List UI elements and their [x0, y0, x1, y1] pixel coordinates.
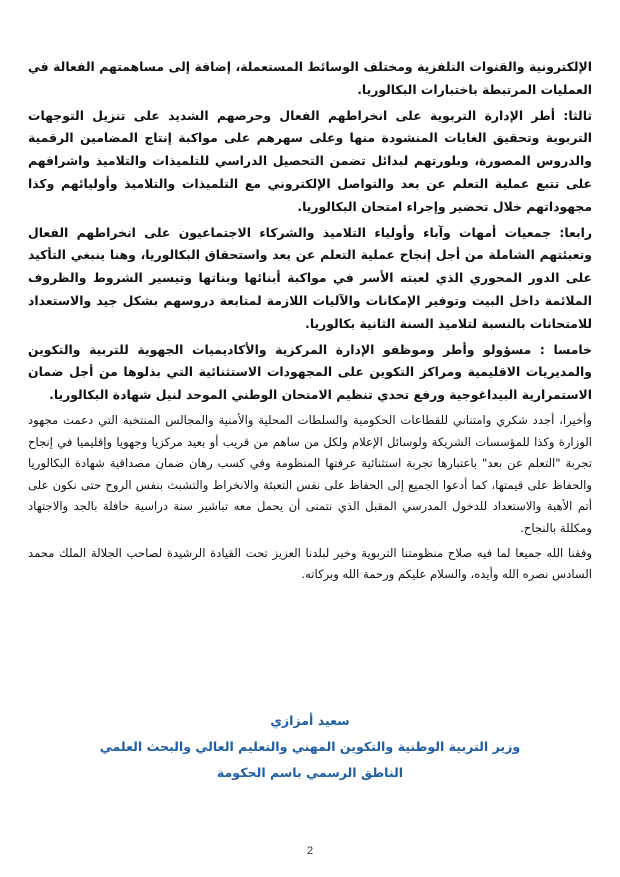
page-number: 2 — [306, 845, 314, 857]
paragraph-fifth: خامسا : مسؤولو وأطر وموظفو الإدارة المركزية والأكاديميات الجهوية للتربية والتكوين والمديريات الاقليمية ومراكز التكوين على المجهودات الاستثنائية التي بذلوها من أجل ضمان الاستمرارية البيداغوجية ورفع تحدي تنظيم الامتحان الوطني الموحد لنيل شهادة البكالوريا. — [28, 341, 592, 403]
paragraph-third: ثالثا: أطر الإدارة التربوية على انخراطهم الفعال وحرصهم الشديد على تنزيل التوجهات التربوية وتحقيق الغايات المنشودة منها وعلى سهرهم على مواكبة إنتاج المضامين الرقمية والدروس المصورة، وبلورتهم لبدائل تضمن التحصيل الدراسي للتلميذات والتلاميذ واشرافهم على تتبع عملية التعلم عن بعد والتواصل الإلكتروني مع التلميذات والتلاميذ وأوليائهم وكذا مجهوداتهم خلال تحضير وإجراء امتحان البكالوريا. — [28, 107, 592, 214]
signature-block — [28, 708, 592, 786]
signatory-name: سعيد أمزازي — [270, 713, 350, 728]
paragraph-fourth: رابعا: جمعيات أمهات وآباء وأولياء التلاميذ والشركاء الاجتماعيون على انخراطهم الفعال وتعبئتهم الشاملة من أجل إنجاح عملية التعلم عن بعد واستحقاق البكالوريا، وهنا ينبغي التأكيد على الدور المحوري الذي لعبته الأسر في مواكبة أبنائها وبناتها وتيسير الشروط والظروف الملائمة داخل البيت وتوفير الإمكانات والآليات اللازمة لمتابعة دروسهم بشكل جيد والاستعداد للامتحانات بالنسبة لتلاميذ السنة الثانية بكالوريا. — [28, 224, 592, 331]
signatory-title: وزير التربية الوطنية والتكوين المهني والتعليم العالي والبحث العلمي — [99, 739, 521, 754]
paragraph-closing: وفقنا الله جميعا لما فيه صلاح منظومتنا التربوية وخير لبلدنا العزيز تحت القيادة الرشيدة لصاحب الجلالة الملك محمد السادس نصره الله وأيده، والسلام عليكم ورحمة الله وبركاته. — [28, 545, 592, 582]
document-body — [28, 56, 592, 589]
paragraph-thanks: وأخيرا، أجدد شكري وامتناني للقطاعات الحكومية والسلطات المحلية والأمنية والمجالس المنتخبة التي دعمت مجهود الوزارة وكذا للمؤسسات الشريكة ولوسائل الإعلام ولكل من ساهم من قريب أو بعيد مركزيا وجهويا وإقليميا في إنجاح تجربة "التعلم عن بعد" باعتبارها تجربة استثنائية عرفتها المنظومة وفي كسب رهان ضمان مصداقية شهادة البكالوريا والحفاظ على قيمتها، كما أدعوا الجميع إلى الحفاظ على نفس التعبئة والانخراط والتشبث بنفس الروح حتى نكون على أتم الأهبة والاستعداد للدخول المدرسي المقبل الذي نتمنى أن يحمل معه تباشير سنة دراسية حافلة بالجد والاجتهاد ومكللة بالنجاح. — [28, 412, 592, 535]
signatory-role: الناطق الرسمي باسم الحكومة — [216, 765, 404, 780]
paragraph-continuation: الإلكترونية والقنوات التلفزية ومختلف الوسائط المستعملة، إضافة إلى مساهمتهم الفعالة في العمليات المرتبطة باختبارات البكالوريا. — [28, 59, 592, 97]
